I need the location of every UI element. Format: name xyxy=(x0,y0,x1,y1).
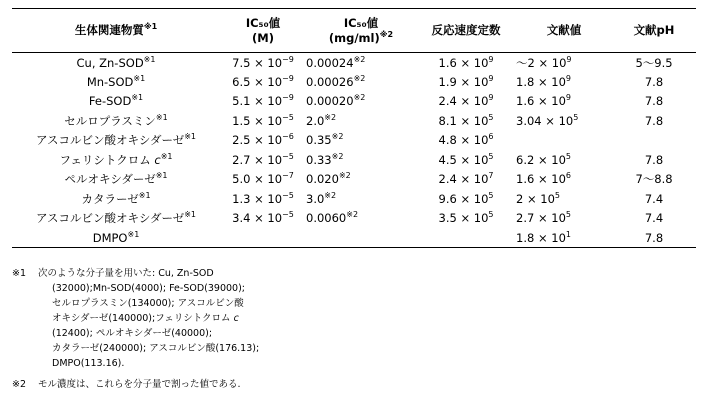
substance-name xyxy=(12,228,220,248)
base: 10 xyxy=(473,152,489,167)
exponent: −6 xyxy=(282,132,294,142)
footnote-1-line xyxy=(38,311,259,326)
literature-value xyxy=(516,92,612,112)
footnotes xyxy=(12,266,259,392)
ic50-molar xyxy=(220,53,306,73)
ic50-mg-per-ml xyxy=(306,150,416,170)
ic50-mg-value: 0.00024 xyxy=(306,55,354,70)
footnote-1-line xyxy=(38,266,259,281)
literature-value xyxy=(516,228,612,248)
substance-label: セルロプラスミン xyxy=(64,113,156,128)
rate-constant xyxy=(416,209,516,229)
note1-mark: ※1 xyxy=(138,190,151,200)
header-ic50-m: IC₅₀値 (M) xyxy=(220,9,306,53)
footnote-1-line-text: (12400); ペルオキシダーゼ(40000); xyxy=(52,328,213,339)
exponent: 5 xyxy=(488,151,494,161)
note1-mark: ※1 xyxy=(131,93,144,103)
mantissa: 6.2 xyxy=(516,152,535,167)
ic50-mg-value: 2.0 xyxy=(306,113,325,128)
substance-label: フェリシトクロム xyxy=(59,152,151,167)
literature-ph: 7～8.8 xyxy=(635,172,673,187)
literature-ph: 7.8 xyxy=(644,113,664,128)
table-row xyxy=(12,150,696,170)
exponent: 9 xyxy=(488,73,494,83)
base: 10 xyxy=(267,74,283,89)
ic50-mg-per-ml xyxy=(306,53,416,73)
substance-italic: c xyxy=(154,152,161,167)
times-sign: × xyxy=(254,74,264,89)
mantissa: 6.5 xyxy=(232,74,251,89)
note2-mark: ※2 xyxy=(353,54,366,64)
literature-value xyxy=(516,131,612,151)
literature-value xyxy=(516,209,612,229)
base: 10 xyxy=(473,55,489,70)
literature-value xyxy=(516,53,612,73)
literature-ph: 5～9.5 xyxy=(635,55,673,70)
substance-name xyxy=(12,189,220,209)
times-sign: × xyxy=(460,133,471,148)
ic50-molar xyxy=(220,228,306,248)
literature-ph: 7.4 xyxy=(644,191,664,206)
base: 10 xyxy=(267,172,283,187)
mantissa: 1.6 xyxy=(438,55,457,70)
rate-constant xyxy=(416,53,516,73)
times-sign: × xyxy=(460,152,471,167)
header-literature-value: 文献値 xyxy=(516,9,612,53)
exponent: −5 xyxy=(282,190,294,200)
exponent: 5 xyxy=(565,210,571,220)
base: 10 xyxy=(267,94,283,109)
base: 10 xyxy=(267,113,283,128)
base: 10 xyxy=(551,172,566,187)
substance-label: DMPO xyxy=(92,230,128,245)
exponent: 9 xyxy=(565,93,571,103)
times-sign: × xyxy=(460,94,471,109)
ic50-mg-value: 0.020 xyxy=(306,172,339,187)
base: 10 xyxy=(540,191,555,206)
mantissa: 2.4 xyxy=(438,94,457,109)
ic50-mg-value: 0.35 xyxy=(306,133,332,148)
exponent: −5 xyxy=(282,151,294,161)
footnote-1-line-text: 次のような分子量を用いた: Cu, Zn-SOD xyxy=(38,268,214,279)
mantissa: 3.04 xyxy=(516,113,542,128)
exponent: 5 xyxy=(565,151,571,161)
value-prefix: ～2 xyxy=(516,55,535,70)
base: 10 xyxy=(551,230,566,245)
base: 10 xyxy=(551,152,566,167)
ic50-molar xyxy=(220,72,306,92)
mantissa: 5.1 xyxy=(232,94,251,109)
literature-value xyxy=(516,72,612,92)
base: 10 xyxy=(473,211,489,226)
header-substance: 生体関連物質$^{※1}$ xyxy=(12,9,220,53)
base: 10 xyxy=(473,94,489,109)
exponent: −7 xyxy=(282,171,294,181)
table-row xyxy=(12,111,696,131)
literature-ph: 7.4 xyxy=(644,211,664,226)
table-row xyxy=(12,209,696,229)
table-row xyxy=(12,53,696,73)
substance-label: Cu, Zn-SOD xyxy=(76,55,144,70)
ic50-molar xyxy=(220,131,306,151)
base: 10 xyxy=(473,191,489,206)
ic50-molar xyxy=(220,189,306,209)
note2-mark: ※2 xyxy=(331,132,344,142)
note1-mark: ※1 xyxy=(155,171,168,181)
base: 10 xyxy=(267,55,283,70)
substance-label: Mn-SOD xyxy=(86,74,134,89)
ic50-molar xyxy=(220,92,306,112)
base: 10 xyxy=(551,74,566,89)
literature-ph: 7.8 xyxy=(644,74,664,89)
table-row xyxy=(12,170,696,190)
base: 10 xyxy=(267,191,283,206)
note1-mark: ※1 xyxy=(143,54,156,64)
base: 10 xyxy=(267,211,283,226)
header-rate-constant: 反応速度定数 xyxy=(416,9,516,53)
footnote-1-line-text: セルロプラスミン(134000); アスコルビン酸 xyxy=(52,298,244,309)
times-sign: × xyxy=(254,172,264,187)
note2-mark: ※2 xyxy=(338,171,351,181)
rate-constant xyxy=(416,131,516,151)
exponent: −9 xyxy=(282,73,294,83)
footnote-1-label: ※1 xyxy=(12,268,27,279)
table-body xyxy=(12,53,696,248)
note1-mark: ※1 xyxy=(155,112,168,122)
table-row xyxy=(12,131,696,151)
mantissa: 4.8 xyxy=(438,133,457,148)
footnote-1-line-text: DMPO(113.16). xyxy=(52,358,125,369)
ic50-molar xyxy=(220,111,306,131)
note2-mark: ※2 xyxy=(331,151,344,161)
exponent: 5 xyxy=(554,190,561,200)
ic50-mg-per-ml xyxy=(306,189,416,209)
literature-value xyxy=(516,150,612,170)
exponent: 9 xyxy=(565,73,571,83)
substance-name xyxy=(12,209,220,229)
mantissa: 1.9 xyxy=(438,74,457,89)
mantissa: 1.3 xyxy=(232,191,251,206)
base: 10 xyxy=(267,133,283,148)
exponent: −9 xyxy=(282,93,294,103)
substance-label: アスコルビン酸オキシダーゼ xyxy=(35,211,185,226)
table-row xyxy=(12,189,696,209)
ic50-mg-per-ml xyxy=(306,131,416,151)
footnote-1-line xyxy=(38,296,259,311)
footnote-2-text: モル濃度は、これらを分子量で割った値である. xyxy=(38,379,241,390)
times-sign: × xyxy=(254,191,264,206)
times-sign: × xyxy=(545,113,555,128)
ic50-mg-value: 0.33 xyxy=(306,152,332,167)
exponent: 9 xyxy=(488,93,494,103)
mantissa: 2.7 xyxy=(516,211,535,226)
literature-value xyxy=(516,189,612,209)
header-ic50-mg: IC₅₀値 $(mg/ml)^{※2}$ xyxy=(306,9,416,53)
substance-name xyxy=(12,92,220,112)
mantissa: 2.7 xyxy=(232,152,251,167)
ic50-mg-per-ml xyxy=(306,72,416,92)
ic50-mg-value: 3.0 xyxy=(306,191,325,206)
note1-mark: ※1 xyxy=(127,229,140,239)
note2-mark: ※2 xyxy=(346,210,359,220)
substance-label: ペルオキシダーゼ xyxy=(64,172,156,187)
times-sign: × xyxy=(538,55,549,70)
footnote-1-line-text: (32000);Mn-SOD(4000); Fe-SOD(39000); xyxy=(52,283,245,294)
ic50-molar xyxy=(220,170,306,190)
note1-mark: ※1 xyxy=(160,151,173,161)
mantissa: 4.5 xyxy=(438,152,457,167)
table-row xyxy=(12,92,696,112)
literature-value xyxy=(516,170,612,190)
note2-mark: ※2 xyxy=(353,93,366,103)
literature-ph: 7.8 xyxy=(612,228,696,248)
times-sign: × xyxy=(537,94,548,109)
exponent: 6 xyxy=(488,132,494,142)
footnote-1-line xyxy=(38,326,259,341)
times-sign: × xyxy=(537,152,548,167)
ic50-mg-per-ml xyxy=(306,111,416,131)
substance-name xyxy=(12,72,220,92)
footnote-1-line xyxy=(38,341,259,356)
ic50-mg-per-ml xyxy=(306,209,416,229)
note1-mark: ※1 xyxy=(184,132,197,142)
base: 10 xyxy=(473,113,489,128)
note2-mark: ※2 xyxy=(353,73,366,83)
rate-constant xyxy=(416,72,516,92)
footnote-italic: c xyxy=(233,313,239,324)
exponent: −5 xyxy=(282,112,294,122)
rate-constant xyxy=(416,111,516,131)
substance-name xyxy=(12,131,220,151)
base: 10 xyxy=(551,211,566,226)
exponent: 9 xyxy=(566,54,572,64)
literature-ph: 7.8 xyxy=(644,152,664,167)
ic50-mg-per-ml xyxy=(306,170,416,190)
times-sign: × xyxy=(460,113,471,128)
substance-name xyxy=(12,111,220,131)
footnote-1-line-text: オキシダーゼ(140000);フェリシトクロム xyxy=(52,313,231,324)
mantissa: 7.5 xyxy=(232,55,251,70)
times-sign: × xyxy=(537,230,548,245)
base: 10 xyxy=(551,94,566,109)
times-sign: × xyxy=(460,211,471,226)
rate-constant xyxy=(416,150,516,170)
times-sign: × xyxy=(460,74,471,89)
times-sign: × xyxy=(460,191,471,206)
substance-label: Fe-SOD xyxy=(88,94,132,109)
header-row xyxy=(12,9,696,53)
mantissa: 1.6 xyxy=(516,94,535,109)
ic50-mg-value: 0.0060 xyxy=(306,211,347,226)
exponent: −5 xyxy=(282,210,294,220)
mantissa: 1.6 xyxy=(516,172,535,187)
times-sign: × xyxy=(460,172,471,187)
ic50-mg-per-ml xyxy=(306,228,416,248)
mantissa: 8.1 xyxy=(438,113,457,128)
substance-label: カタラーゼ xyxy=(81,191,139,206)
mantissa: 2.5 xyxy=(232,133,251,148)
times-sign: × xyxy=(537,211,548,226)
footnote-1-line xyxy=(38,281,259,296)
data-table xyxy=(12,8,696,248)
times-sign: × xyxy=(254,94,264,109)
mantissa: 5.0 xyxy=(232,172,251,187)
mantissa: 1.5 xyxy=(232,113,251,128)
base: 10 xyxy=(473,133,489,148)
footnote-1-text xyxy=(38,266,259,371)
rate-constant xyxy=(416,228,516,248)
substance-label: アスコルビン酸オキシダーゼ xyxy=(35,133,185,148)
mantissa: 3.5 xyxy=(438,211,457,226)
substance-name xyxy=(12,150,220,170)
exponent: 5 xyxy=(488,190,494,200)
base: 10 xyxy=(473,172,489,187)
literature-ph xyxy=(612,131,696,151)
exponent: 1 xyxy=(565,229,571,239)
footnote-1-line xyxy=(38,356,259,371)
mantissa: 2.4 xyxy=(438,172,457,187)
base: 10 xyxy=(473,74,489,89)
times-sign: × xyxy=(254,55,264,70)
base: 10 xyxy=(558,113,574,128)
exponent: 7 xyxy=(488,171,494,181)
times-sign: × xyxy=(537,172,548,187)
table-row xyxy=(12,72,696,92)
mantissa: 9.6 xyxy=(438,191,457,206)
times-sign: × xyxy=(460,55,471,70)
times-sign: × xyxy=(526,191,537,206)
substance-name xyxy=(12,170,220,190)
substance-name xyxy=(12,53,220,73)
times-sign: × xyxy=(537,74,548,89)
exponent: 5 xyxy=(488,112,494,122)
note2-mark: ※2 xyxy=(324,190,337,200)
times-sign: × xyxy=(254,211,264,226)
exponent: 5 xyxy=(573,112,579,122)
footnote-2-label: ※2 xyxy=(12,379,27,390)
exponent: 6 xyxy=(565,171,571,181)
table-row xyxy=(12,228,696,248)
ic50-mg-value: 0.00020 xyxy=(306,94,354,109)
footnote-2 xyxy=(12,377,259,392)
times-sign: × xyxy=(254,133,264,148)
rate-constant xyxy=(416,92,516,112)
ic50-molar xyxy=(220,209,306,229)
times-sign: × xyxy=(254,152,264,167)
mantissa: 2 xyxy=(516,191,524,206)
note1-mark: ※1 xyxy=(133,73,146,83)
times-sign: × xyxy=(254,113,264,128)
base: 10 xyxy=(267,152,283,167)
exponent: −9 xyxy=(282,54,294,64)
ic50-mg-value: 0.00026 xyxy=(306,74,354,89)
footnote-1 xyxy=(12,266,259,371)
rate-constant xyxy=(416,170,516,190)
exponent: 5 xyxy=(488,210,494,220)
ic50-mg-per-ml xyxy=(306,92,416,112)
note1-mark: ※1 xyxy=(184,210,197,220)
exponent: 9 xyxy=(488,54,494,64)
literature-value xyxy=(516,111,612,131)
mantissa: 1.8 xyxy=(516,74,535,89)
ic50-molar xyxy=(220,150,306,170)
base: 10 xyxy=(551,55,567,70)
footnote-1-line-text: カタラーゼ(240000); アスコルビン酸(176.13); xyxy=(52,343,260,354)
header-literature-ph: 文献pH xyxy=(612,9,696,53)
mantissa: 3.4 xyxy=(232,211,251,226)
note2-mark: ※2 xyxy=(324,112,337,122)
rate-constant xyxy=(416,189,516,209)
literature-ph: 7.8 xyxy=(644,94,664,109)
mantissa: 1.8 xyxy=(516,230,535,245)
